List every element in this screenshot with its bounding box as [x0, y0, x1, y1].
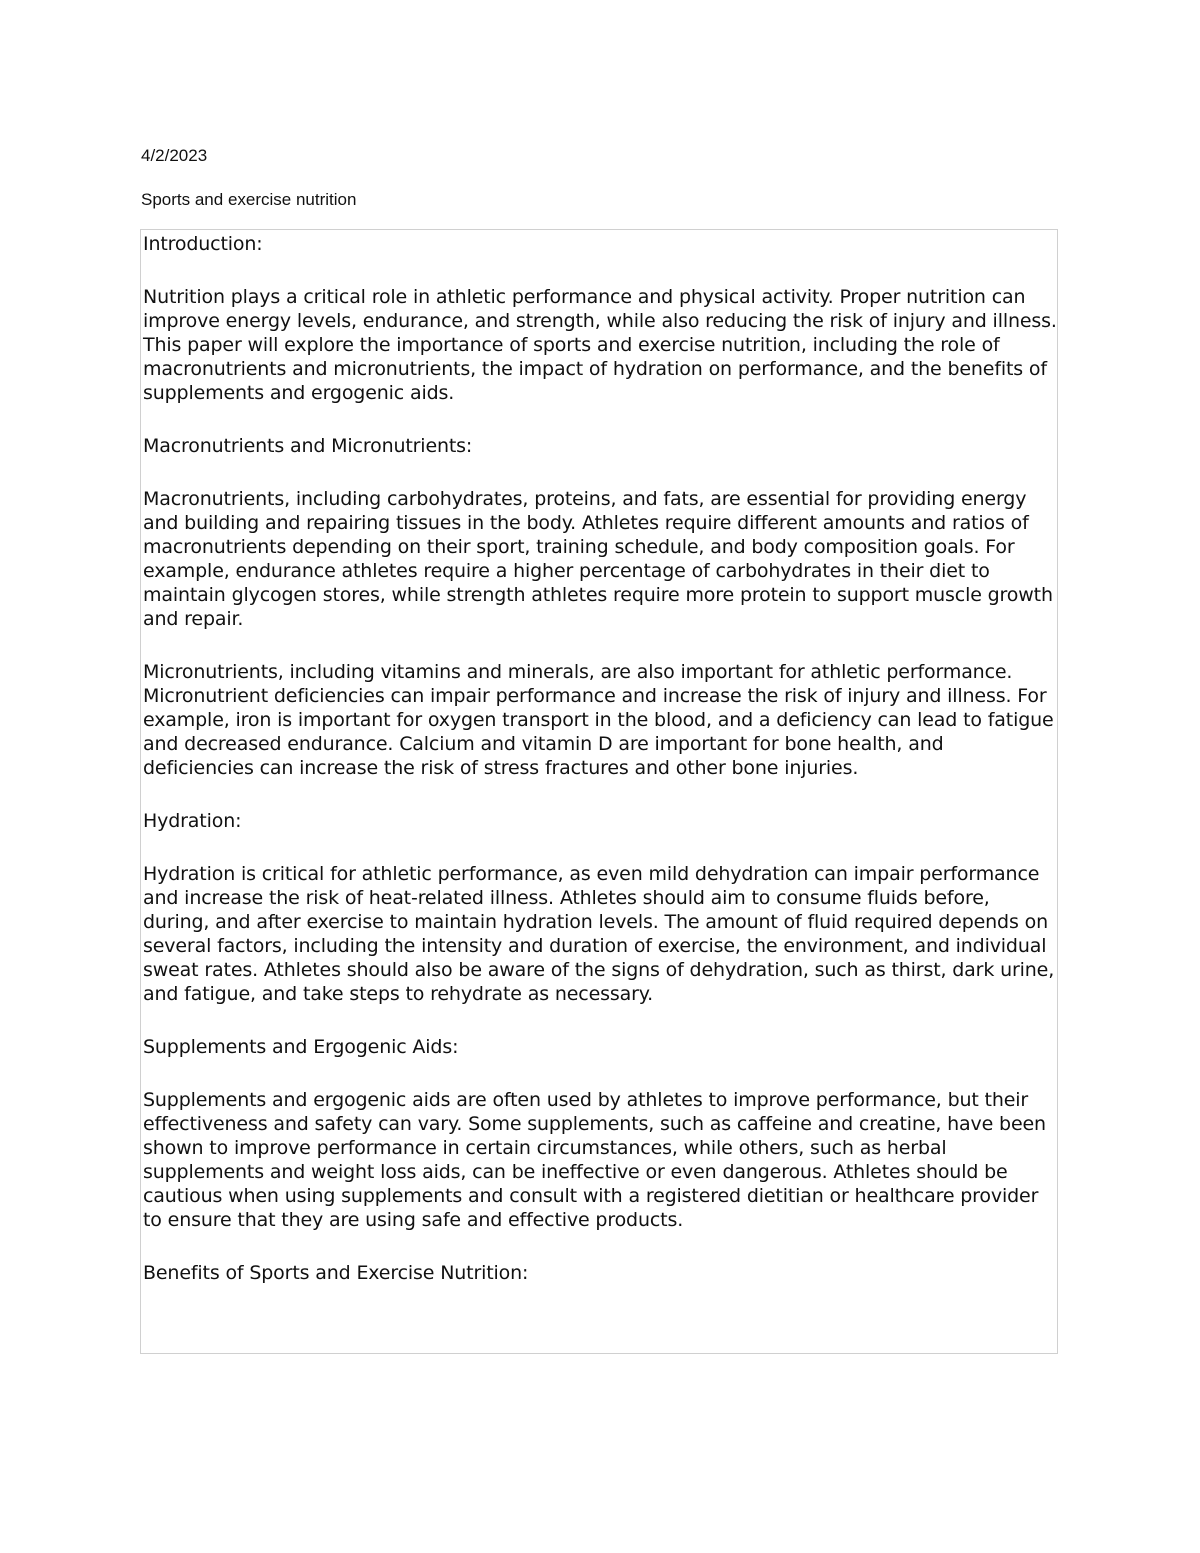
essay-text-box [140, 229, 1058, 1354]
supplements-paragraph: Supplements and ergogenic aids are often used by athletes to improve performance, but their effectiveness and safety can vary. Some supplements, such as caffeine and creatine, have been shown to improve performance in certain circumstances, while others, such as herbal supplements and weight loss aids, can be ineffective or even dangerous. Athletes should be cautious when using supplements and consult with a registered dietitian or healthcare provider to ensure that they are using safe and effective products. [143, 1089, 1046, 1231]
supplements-heading: Supplements and Ergogenic Aids: [143, 1036, 459, 1058]
document-date: 4/2/2023 [141, 146, 208, 165]
micro-paragraph: Micronutrients, including vitamins and minerals, are also important for athletic performance. Micronutrient deficiencies can impair performance and increase the risk of injury and illness. For example, iron is important for oxygen transport in the blood, and a deficiency can lead to fatigue and decreased endurance. Calcium and vitamin D are important for bone health, and deficiencies can increase the risk of stress fractures and other bone injuries. [143, 661, 1054, 779]
intro-paragraph: Nutrition plays a critical role in athletic performance and physical activity. Proper nutrition can improve energy levels, endurance, and strength, while also reducing the risk of injury and illness. This paper will explore the importance of sports and exercise nutrition, including the role of macronutrients and micronutrients, the impact of hydration on performance, and the benefits of supplements and ergogenic aids. [143, 286, 1057, 404]
document-title: Sports and exercise nutrition [141, 190, 357, 209]
macro-heading: Macronutrients and Micronutrients: [143, 435, 473, 457]
hydration-paragraph: Hydration is critical for athletic performance, as even mild dehydration can impair performance and increase the risk of heat-related illness. Athletes should aim to consume fluids before, during, and after exercise to maintain hydration levels. The amount of fluid required depends on several factors, including the intensity and duration of exercise, the environment, and individual sweat rates. Athletes should also be aware of the signs of dehydration, such as thirst, dark urine, and fatigue, and take steps to rehydrate as necessary. [143, 863, 1055, 1005]
intro-heading: Introduction: [143, 233, 263, 255]
essay-content [141, 230, 1057, 1285]
macro-paragraph: Macronutrients, including carbohydrates, proteins, and fats, are essential for providing energy and building and repairing tissues in the body. Athletes require different amounts and ratios of macronutrients depending on their sport, training schedule, and body composition goals. For example, endurance athletes require a higher percentage of carbohydrates in their diet to maintain glycogen stores, while strength athletes require more protein to support muscle growth and repair. [143, 488, 1053, 630]
hydration-heading: Hydration: [143, 810, 242, 832]
benefits-heading: Benefits of Sports and Exercise Nutrition: [143, 1262, 529, 1284]
